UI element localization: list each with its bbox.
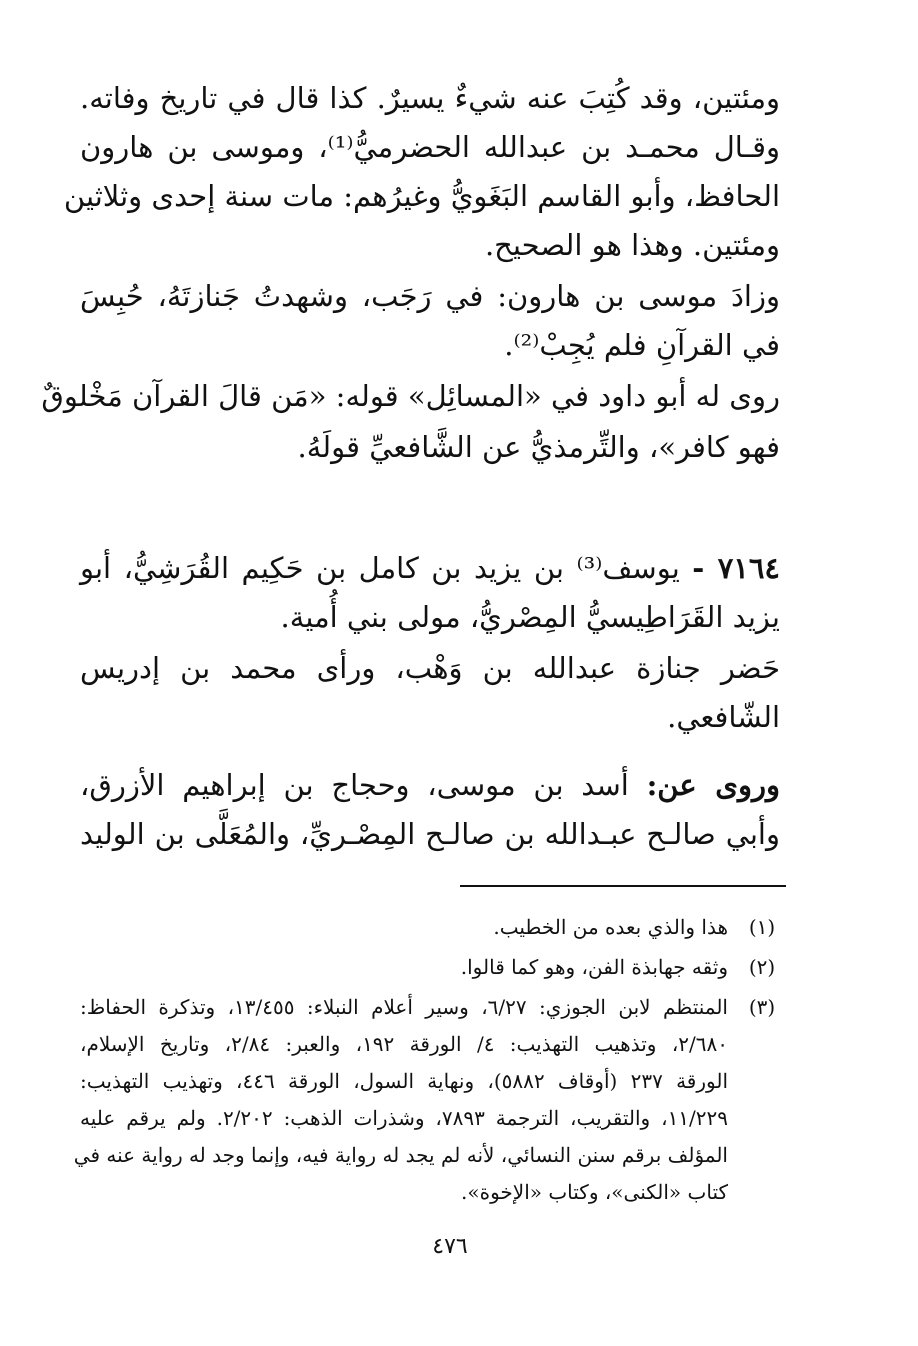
entry-line-4: الشّافعي. xyxy=(667,700,780,734)
entry-line-2: يزيد القَرَاطِيسيُّ المِصْريُّ، مولى بني أُمية. xyxy=(280,600,780,634)
body-line-4: ومئتين. وهذا هو الصحيح. xyxy=(484,228,780,262)
footnote-3-number: (٣) xyxy=(748,995,776,1019)
body-line-7: روى له أبو داود في «المسائِل» قوله: «مَن قالَ القرآن مَخْلوقٌ xyxy=(41,379,780,413)
body-line-8: فهو كافر»، والتِّرمذيُّ عن الشَّافعيِّ قولَهُ. xyxy=(297,430,780,464)
entry-line-3: حَضر جنازة عبدالله بن وَهْب، ورأى محمد بن إدريس xyxy=(80,651,780,685)
entry-line-5: وأبي صالـح عبـدالله بن صالـح المِصْـريِّ، والمُعَلَّى بن الوليد xyxy=(80,817,780,851)
footnote-3-text: المنتظم لابن الجوزي: ٦/٢٧، وسير أعلام النبلاء: ١٣/٤٥٥، وتذكرة الحفاظ: xyxy=(80,995,728,1019)
footnote-3-line-3: الورقة ٢٣٧ (أوقاف ٥٨٨٢)، ونهاية السول، الورقة ٤٤٦، وتهذيب التهذيب: xyxy=(80,1069,729,1093)
entry-rawa-line xyxy=(80,765,780,805)
footnote-3-line-4: ١١/٢٢٩، والتقريب، الترجمة ٧٨٩٣، وشذرات الذهب: ٢/٢٠٢. ولم يرقم عليه xyxy=(80,1106,729,1130)
footnote-1-text: هذا والذي بعده من الخطيب. xyxy=(493,915,728,939)
body-line-5: وزادَ موسى بن هارون: في رَجَب، وشهدتُ جَنازتَهُ، حُبِسَ xyxy=(80,279,780,313)
footnote-3-line-5: المؤلف برقم سنن النسائي، لأنه لم يجد له رواية فيه، وإنما وجد له رواية عنه في xyxy=(73,1143,728,1167)
footnote-2-number: (٢) xyxy=(748,955,776,979)
body-line-3: الحافظ، وأبو القاسم البَغَويُّ وغيرُهم: مات سنة إحدى وثلاثين xyxy=(63,179,780,213)
rawa-text: أسد بن موسى، وحجاج بن إبراهيم الأزرق، xyxy=(80,768,629,802)
footnote-3-line-2: ٢/٦٨٠، وتذهيب التهذيب: ٤/ الورقة ١٩٢، والعبر: ٢/٨٤، وتاريخ الإسلام، xyxy=(80,1032,728,1056)
entry-heading-line xyxy=(80,548,780,588)
entry-number: ٧١٦٤ - xyxy=(692,551,781,585)
footnote-3-line-6: كتاب «الكنى»، وكتاب «الإخوة». xyxy=(461,1180,728,1204)
footnote-2-text: وثقه جهابذة الفن، وهو كما قالوا. xyxy=(460,955,728,979)
body-line-1: ومئتين، وقد كُتِبَ عنه شيءٌ يسيرٌ. كذا قال في تاريخ وفاته. xyxy=(80,81,780,115)
body-line-2: وقـال محمـد بن عبدالله الحضرميُّ⁽¹⁾، وموسى بن هارون xyxy=(80,130,780,164)
entry-line-1: يوسف⁽³⁾ بن يزيد بن كامل بن حَكِيم القُرَشِيُّ، أبو xyxy=(80,551,680,585)
body-line-6: في القرآنِ فلم يُجِبْ⁽²⁾. xyxy=(504,328,780,362)
rawa-label: وروى عن: xyxy=(646,768,781,802)
footnote-1-number: (١) xyxy=(748,915,776,939)
page-number: ٤٧٦ xyxy=(432,1234,468,1259)
footnote-separator xyxy=(460,885,786,887)
